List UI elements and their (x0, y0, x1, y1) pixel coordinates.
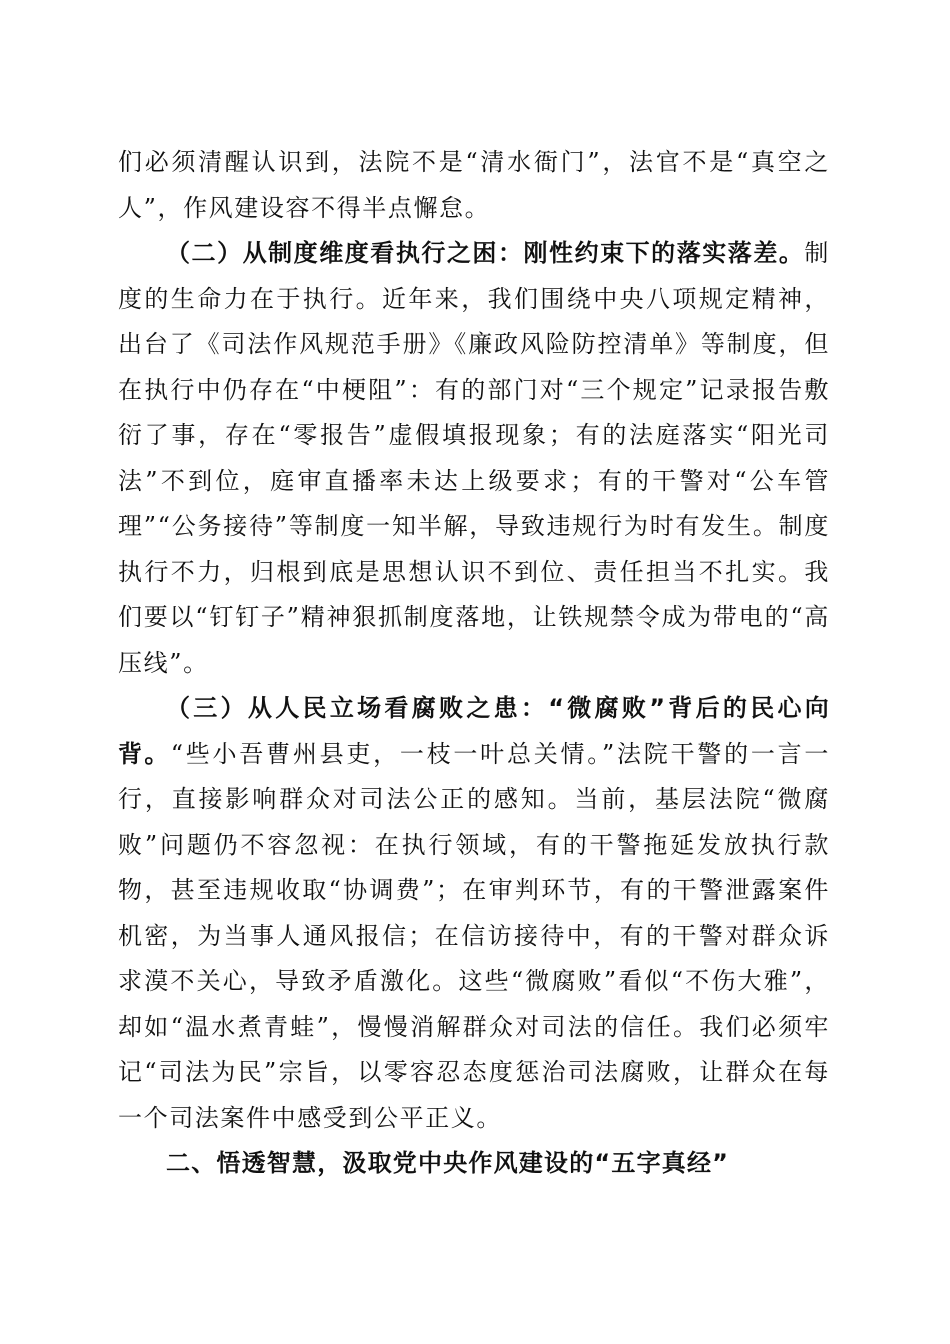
subheading-institution: （二）从制度维度看执行之困：刚性约束下的落实落差。 (166, 239, 805, 267)
paragraph-continuation: 们必须清醒认识到，法院不是“清水衙门”，法官不是“真空之人”，作风建设容不得半点懈怠。 (118, 148, 830, 222)
paragraph-people (118, 686, 830, 1141)
paragraph-institution-body: 制度的生命力在于执行。近年来，我们围绕中央八项规定精神，出台了《司法作风规范手册》《廉政风险防控清单》等制度，但在执行中仍存在“中梗阻”：有的部门对“三个规定”记录报告敷衍了事，存在“零报告”虚假填报现象；有的法庭落实“阳光司法”不到位，庭审直播率未达上级要求；有的干警对“公车管理”“公务接待”等制度一知半解，导致违规行为时有发生。制度执行不力，归根到底是思想认识不到位、责任担当不扎实。我们要以“钉钉子”精神狠抓制度落地，让铁规禁令成为带电的“高压线”。 (118, 239, 830, 677)
paragraph-institution (118, 231, 830, 686)
paragraph-people-body: “些小吾曹州县吏，一枝一叶总关情。”法院干警的一言一行，直接影响群众对司法公正的感知。当前，基层法院“微腐败”问题仍不容忽视：在执行领域，有的干警拖延发放执行款物，甚至违规收取“协调费”；在审判环节，有的干警泄露案件机密，为当事人通风报信；在信访接待中，有的干警对群众诉求漠不关心，导致矛盾激化。这些“微腐败”看似“不伤大雅”，却如“温水煮青蛙”，慢慢消解群众对司法的信任。我们必须牢记“司法为民”宗旨，以零容忍态度惩治司法腐败，让群众在每一个司法案件中感受到公平正义。 (118, 739, 830, 1132)
document-page (118, 140, 830, 1187)
section-heading-two: 二、悟透智慧，汲取党中央作风建设的“五字真经” (166, 1149, 730, 1177)
subheading-people: （三）从人民立场看腐败之患：“微腐败”背后的民心向背。 (118, 694, 830, 768)
